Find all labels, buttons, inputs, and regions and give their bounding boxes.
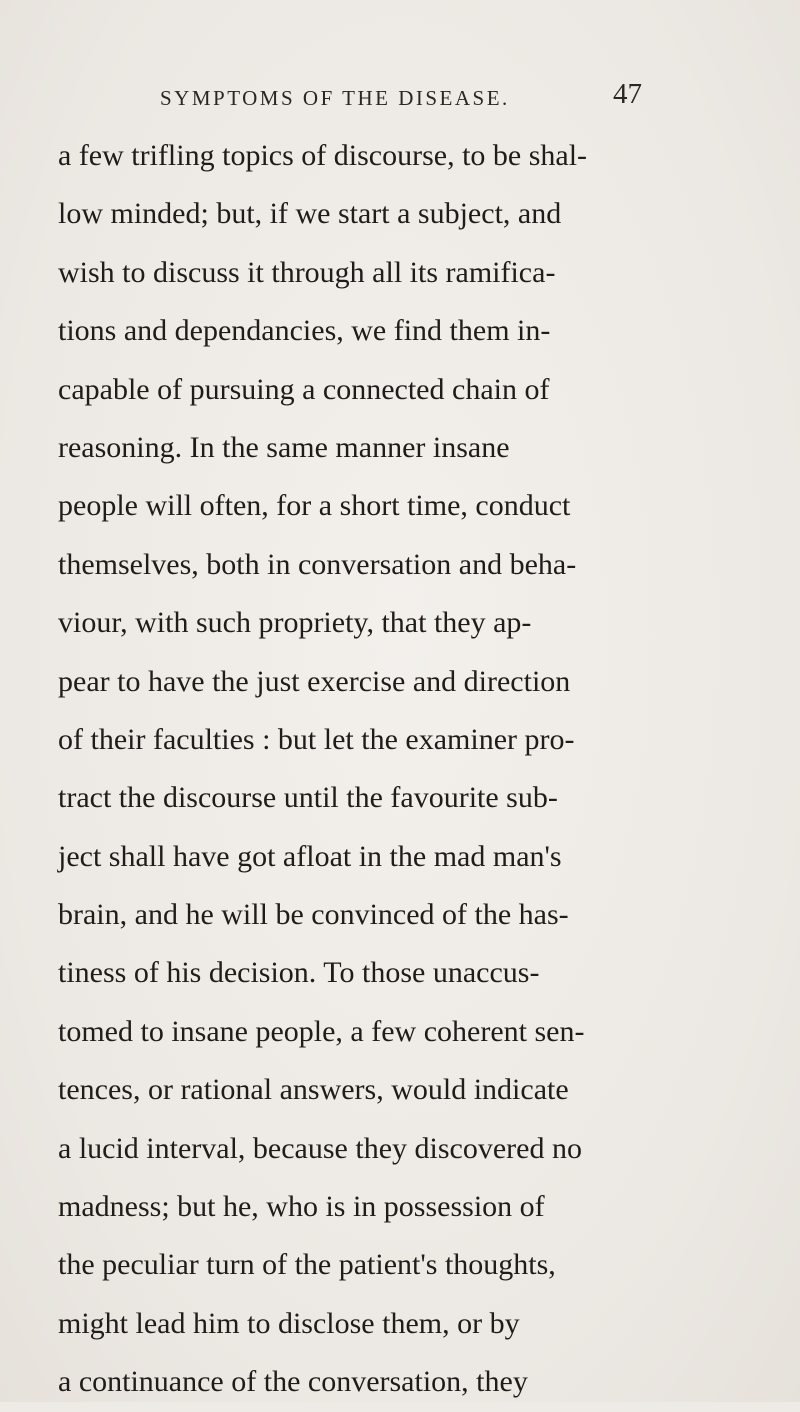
text-line: themselves, both in conversation and beha- xyxy=(58,547,577,581)
text-line: reasoning. In the same manner insane xyxy=(58,430,510,464)
text-line: brain, and he will be convinced of the has- xyxy=(58,898,569,932)
text-line: ject shall have got afloat in the mad man's xyxy=(58,839,562,873)
text-line: tomed to insane people, a few coherent sen- xyxy=(58,1014,585,1048)
text-line: a continuance of the conversation, they xyxy=(58,1365,528,1399)
text-line: wish to discuss it through all its ramifica- xyxy=(58,255,556,289)
text-line: pear to have the just exercise and direction xyxy=(58,664,571,698)
text-line: a lucid interval, because they discovered no xyxy=(58,1131,582,1165)
text-line: tences, or rational answers, would indicate xyxy=(58,1073,569,1107)
text-line: tions and dependancies, we find them in- xyxy=(58,314,551,348)
text-line: might lead him to disclose them, or by xyxy=(58,1306,520,1340)
text-line: of their faculties : but let the examiner pro- xyxy=(58,722,575,756)
text-line: a few trifling topics of discourse, to be shal- xyxy=(58,139,588,172)
page-number: 47 xyxy=(613,78,642,110)
text-line: capable of pursuing a connected chain of xyxy=(58,372,550,406)
running-head: SYMPTOMS OF THE DISEASE. xyxy=(160,86,510,110)
text-line: low minded; but, if we start a subject, and xyxy=(58,197,562,231)
text-line: the peculiar turn of the patient's thoughts, xyxy=(58,1248,556,1282)
text-line: tract the discourse until the favourite sub- xyxy=(58,781,558,815)
page-header xyxy=(0,78,800,118)
text-line: viour, with such propriety, that they ap- xyxy=(58,606,532,640)
body-text xyxy=(58,127,658,1412)
text-line: people will often, for a short time, conduct xyxy=(58,489,571,523)
text-line: madness; but he, who is in possession of xyxy=(58,1190,545,1224)
text-line: tiness of his decision. To those unaccus- xyxy=(58,956,540,990)
